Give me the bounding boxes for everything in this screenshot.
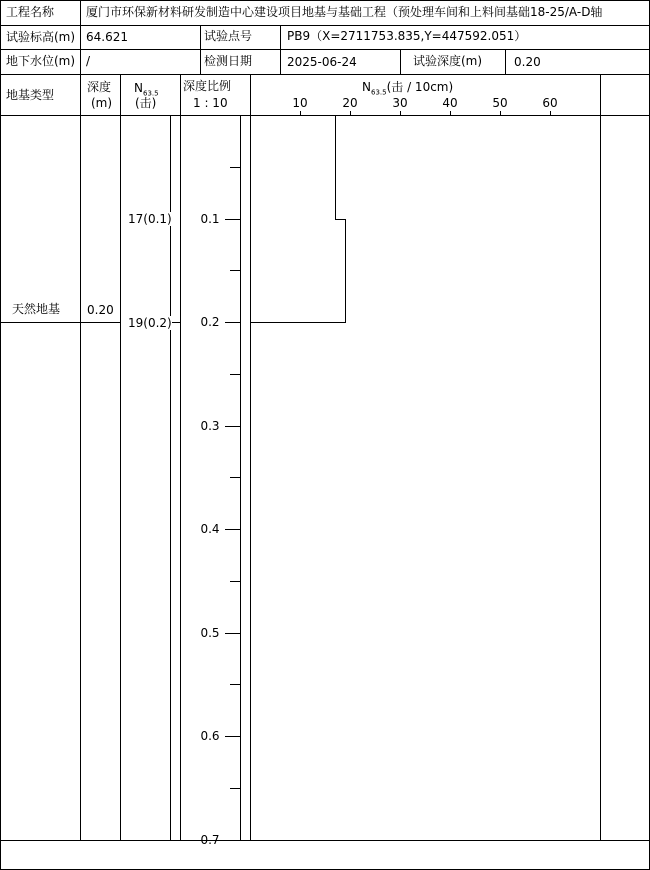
water-level-value: /	[86, 54, 91, 68]
depth-scale-header: 深度比例	[183, 79, 232, 93]
depth-label: 试验深度(m)	[413, 54, 483, 68]
point-label: 试验点号	[204, 29, 253, 43]
x-tick-label: 60	[542, 96, 558, 110]
blow-count-label: 19(0.2)	[128, 316, 172, 330]
x-tick-label: 30	[392, 96, 408, 110]
chart-title: $N_{63.5}$(击 / 10cm)	[362, 80, 454, 97]
x-tick-label: 40	[442, 96, 458, 110]
project-name-cell	[81, 0, 649, 25]
depth-tick-label: 0.3	[200, 419, 220, 433]
depth-tick-label: 0.2	[200, 315, 220, 329]
depth-tick-label: 0.7	[200, 833, 220, 847]
depth-unit-header: (m)	[91, 96, 113, 110]
depth-header: 深度	[87, 80, 112, 94]
project-name: 厦门市环保新材料研发制造中心建设项目地基与基础工程（预处理车间和上料间基础18-25/A-D轴	[86, 5, 603, 19]
date-label: 检测日期	[204, 54, 253, 68]
penetration-chart	[166, 96, 558, 847]
x-tick-label: 10	[292, 96, 308, 110]
elevation-value: 64.621	[86, 30, 128, 44]
x-tick-label: 50	[492, 96, 508, 110]
date-value: 2025-06-24	[287, 55, 357, 69]
depth-tick-label: 0.5	[200, 626, 220, 640]
elevation-label: 试验标高(m)	[6, 30, 76, 44]
foundation-type-value: 天然地基	[12, 302, 61, 316]
depth-tick-label: 0.1	[200, 212, 220, 226]
n635-header: $N_{63.5}$	[134, 81, 159, 98]
depth-scale-ratio: 1 : 10	[193, 96, 228, 110]
penetration-curve	[251, 116, 346, 323]
blow-count-label: 17(0.1)	[128, 212, 172, 226]
depth-value: 0.20	[514, 55, 541, 69]
project-label: 工程名称	[6, 5, 55, 19]
depth-tick-label: 0.6	[200, 729, 220, 743]
blows-unit-header: (击)	[135, 96, 157, 110]
x-tick-label: 20	[342, 96, 358, 110]
layer-depth-value: 0.20	[87, 303, 114, 317]
foundation-type-header: 地基类型	[6, 88, 55, 102]
point-value: PB9（X=2711753.835,Y=447592.051）	[287, 29, 527, 43]
water-level-label: 地下水位(m)	[6, 54, 76, 68]
depth-tick-label: 0.4	[200, 522, 220, 536]
